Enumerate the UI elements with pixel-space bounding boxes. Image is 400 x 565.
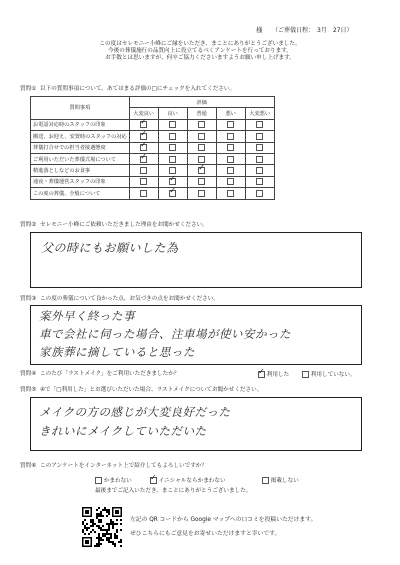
rating-checkbox[interactable] — [169, 144, 176, 151]
q1-rating-cell — [129, 165, 158, 176]
rating-checkbox[interactable] — [140, 128, 147, 140]
rating-checkbox[interactable] — [169, 121, 176, 128]
rating-checkbox[interactable] — [227, 167, 234, 174]
checkmark-icon: ✓ — [140, 151, 147, 161]
q1-rating-cell — [216, 176, 245, 187]
rating-checkbox[interactable] — [227, 178, 234, 185]
q3-answer-line: 家族葬に摘していると思った — [39, 345, 195, 359]
q1-row-label: 葬儀打合せでの担当者接遇態度 — [31, 142, 130, 153]
rating-checkbox[interactable] — [198, 121, 205, 128]
rating-checkbox[interactable] — [256, 190, 263, 197]
q1-rating-cell — [245, 188, 274, 199]
q6-option-no[interactable] — [262, 477, 299, 485]
q6-option-label: 掲載しない — [270, 478, 299, 484]
q1-rating-cell — [158, 119, 187, 130]
q1-row — [31, 142, 275, 153]
rating-checkbox[interactable] — [256, 144, 263, 151]
checkmark-icon: ✓ — [140, 117, 147, 127]
q1-rating-cell — [245, 153, 274, 164]
rating-checkbox[interactable] — [256, 133, 263, 140]
rating-checkbox[interactable] — [169, 156, 176, 163]
q1-row-label: お電話対応時のスタッフの印象 — [31, 119, 130, 130]
checkmark-icon: ✓ — [150, 473, 157, 482]
q3-answer-line: 車で会社に伺った場合、注車場が使い安かった — [39, 327, 291, 341]
checkmark-icon: ✓ — [140, 140, 147, 150]
q1-rating-cell — [216, 153, 245, 164]
q6-checkbox-no[interactable] — [262, 477, 269, 484]
rating-checkbox[interactable] — [227, 144, 234, 151]
rating-checkbox[interactable] — [140, 190, 147, 197]
rating-checkbox[interactable] — [169, 133, 176, 140]
q5-text: ④で「□利用した」とお選びいただいた場合、ラストメイクについてお聞かせください。 — [40, 387, 263, 393]
q6-option-label: かまわない — [103, 478, 132, 484]
rating-checkbox[interactable] — [198, 163, 205, 174]
intro-text — [0, 41, 400, 62]
q1-row — [31, 131, 275, 142]
q1-rating-cell — [129, 188, 158, 199]
q3-label: 質問③ — [20, 296, 37, 302]
rating-checkbox[interactable] — [140, 151, 147, 163]
closing-message: 最後までご記入いただき、まことにありがとうございました。 — [95, 488, 252, 494]
q4-option-used[interactable] — [258, 367, 290, 379]
q1-rating-cell — [158, 142, 187, 153]
q5-answer-line: きれいにメイクしていただいた — [39, 424, 207, 438]
rating-checkbox[interactable] — [227, 190, 234, 197]
q1-rating-cell — [129, 176, 158, 187]
rating-checkbox[interactable] — [140, 167, 147, 174]
q1-rating-cell — [245, 176, 274, 187]
checkmark-icon: ✓ — [140, 128, 147, 138]
q1-col-header-item: 質問事項 — [31, 97, 130, 120]
q1-rating-cell — [216, 188, 245, 199]
q2-text: セレモニー小峰にご依頼いただきました理由をお聞かせください。 — [40, 222, 208, 228]
q1-rating-cell — [245, 142, 274, 153]
q5-answer-line: メイクの方の感じが大変良好だった — [39, 405, 231, 419]
q6-text: このアンケートをインターネット上で紹介してもよろしいですか？ — [40, 463, 207, 469]
rating-checkbox[interactable] — [198, 156, 205, 163]
checkmark-icon: ✓ — [169, 174, 176, 184]
footer-line-1: 左記の QR コードから Google マップへの口コミを投稿いただけます。 — [130, 517, 317, 523]
q5-label: 質問⑤ — [20, 387, 37, 393]
q1-rating-cell — [187, 131, 216, 142]
checkmark-icon: ✓ — [258, 367, 265, 376]
q5-answer-box[interactable] — [30, 397, 362, 451]
q4-option-label: 利用した — [266, 372, 290, 378]
q1-rating-cell — [216, 142, 245, 153]
intro-line: この度はセレモニー小峰にご縁をいただき、まことにありがとうございました。 — [99, 41, 301, 47]
q4-checkbox-used[interactable] — [258, 367, 265, 378]
q1-row-label: この度の葬儀、全般について — [31, 188, 130, 199]
q1-col-header-eval: 評価 — [129, 97, 274, 108]
q6-option-label: イニシャルならかまわない — [158, 478, 226, 484]
q1-rating-cell — [187, 119, 216, 130]
q4-text: このたび「ラストメイク」をご利用いただきましたか？ — [40, 371, 180, 377]
intro-line: お手数とは思いますが、何卒ご協力くださいますようお願い申し上げます。 — [105, 55, 295, 61]
q1-rating-header: 普通 — [187, 108, 216, 119]
rating-checkbox[interactable] — [256, 178, 263, 185]
q1-rating-table — [30, 96, 275, 200]
q3-text: この度の葬儀について良かった点、お気づきの点をお聞かせください。 — [40, 296, 219, 302]
q1-rating-cell — [158, 185, 187, 199]
intro-line: 今後の葬儀施行の品質向上に役立てるべくアンケートを行っております。 — [108, 48, 292, 54]
rating-checkbox[interactable] — [140, 178, 147, 185]
q1-rating-cell — [187, 142, 216, 153]
q3-answer-line: 案外早く終った事 — [39, 309, 135, 323]
q2-answer: 父の時にもお願いした為 — [41, 241, 179, 255]
q1-rating-cell — [245, 165, 274, 176]
q4-checkbox-not-used[interactable] — [302, 371, 309, 378]
rating-checkbox[interactable] — [256, 156, 263, 163]
q1-row — [31, 119, 275, 130]
q1-rating-cell — [129, 153, 158, 164]
q6-checkbox-initials[interactable] — [150, 473, 157, 484]
q1-rating-cell — [245, 131, 274, 142]
funeral-date: （ご葬儀日程： 3月 27日） — [272, 27, 353, 34]
rating-checkbox[interactable] — [227, 133, 234, 140]
q3-answer-box[interactable] — [30, 305, 362, 365]
rating-checkbox[interactable] — [227, 121, 234, 128]
q1-rating-cell — [158, 131, 187, 142]
rating-checkbox[interactable] — [256, 121, 263, 128]
q1-rating-cell — [187, 176, 216, 187]
q1-rating-cell — [216, 131, 245, 142]
q1-rating-header: 大変悪い — [245, 108, 274, 119]
q1-row — [31, 165, 275, 176]
rating-checkbox[interactable] — [198, 190, 205, 197]
q1-row-label: 通夜・葬儀運営スタッフの印象 — [31, 176, 130, 187]
q1-text: 以下の質問事項について、あてはまる評価の□にチェックを入れてください。 — [40, 86, 236, 92]
q6-option-ok[interactable] — [95, 477, 132, 485]
q1-rating-header: 悪い — [216, 108, 245, 119]
customer-name-suffix: 様 — [256, 26, 263, 34]
q1-rating-cell — [245, 119, 274, 130]
q1-row-label: 精進落としなどのお食事 — [31, 165, 130, 176]
q6-label: 質問⑥ — [20, 463, 37, 469]
q1-row-label: 搬送、お迎え、安置時のスタッフの対応 — [31, 131, 130, 142]
q4-option-not-used[interactable] — [302, 371, 356, 379]
rating-checkbox[interactable] — [198, 178, 205, 185]
q1-rating-cell — [158, 153, 187, 164]
q1-row — [31, 176, 275, 187]
q6-option-initials[interactable] — [150, 473, 226, 485]
rating-checkbox[interactable] — [140, 117, 147, 128]
q1-rating-header: 大変良い — [129, 108, 158, 119]
qr-code-icon[interactable] — [82, 507, 122, 547]
q1-label: 質問① — [20, 86, 37, 92]
q2-answer-box[interactable] — [30, 232, 362, 288]
q1-rating-cell — [216, 119, 245, 130]
q1-rating-cell — [216, 165, 245, 176]
q6-checkbox-ok[interactable] — [95, 477, 102, 484]
q1-rating-cell — [187, 165, 216, 176]
rating-checkbox[interactable] — [256, 167, 263, 174]
q1-row — [31, 153, 275, 164]
q2-label: 質問② — [20, 222, 37, 228]
q1-rating-cell — [187, 188, 216, 199]
q1-row-label: ご利用いただいた葬儀式場について — [31, 153, 130, 164]
rating-checkbox[interactable] — [198, 144, 205, 151]
q1-row — [31, 188, 275, 199]
rating-checkbox[interactable] — [198, 133, 205, 140]
footer-line-2: ぜひこちらにもご意見をお寄せいただけますと幸いです。 — [130, 531, 281, 537]
q1-rating-header: 良い — [158, 108, 187, 119]
q4-label: 質問④ — [20, 371, 37, 377]
q4-option-label: 利用していない。 — [310, 372, 356, 378]
rating-checkbox[interactable] — [169, 185, 176, 197]
checkmark-icon: ✓ — [169, 185, 176, 195]
rating-checkbox[interactable] — [140, 140, 147, 151]
rating-checkbox[interactable] — [169, 174, 176, 185]
rating-checkbox[interactable] — [169, 167, 176, 174]
checkmark-icon: ✓ — [198, 163, 205, 173]
rating-checkbox[interactable] — [227, 156, 234, 163]
